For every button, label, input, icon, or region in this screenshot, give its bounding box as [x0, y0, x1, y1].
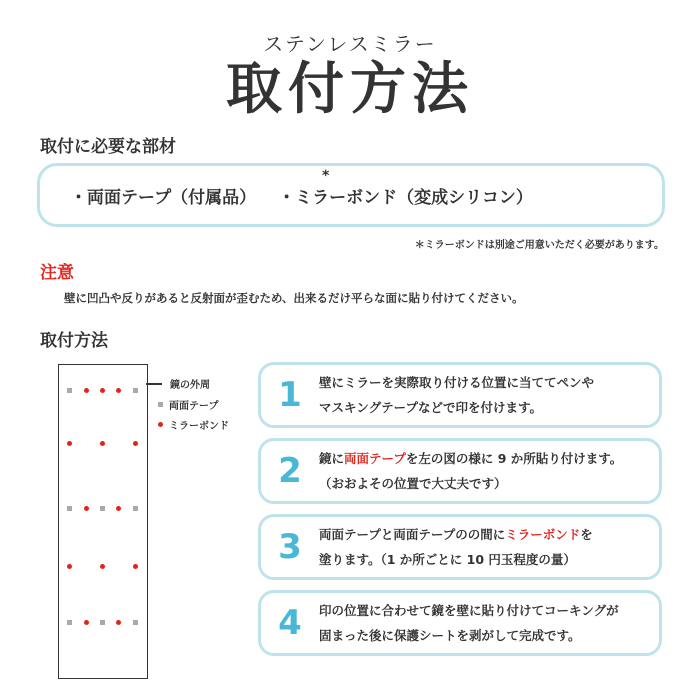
- bond-mark: [133, 564, 138, 569]
- product-subtitle: ステンレスミラー: [263, 32, 437, 56]
- tape-swatch-icon: [158, 402, 163, 407]
- legend-bond: [158, 417, 229, 432]
- materials-heading: 取付に必要な部材: [40, 137, 176, 157]
- tape-mark: [67, 506, 72, 511]
- bond-mark: [84, 506, 89, 511]
- step-number: 4: [278, 603, 302, 643]
- bond-swatch-icon: [158, 422, 163, 427]
- step-text: [319, 370, 594, 420]
- bond-mark: [67, 564, 72, 569]
- step-line: 壁にミラーを実際取り付ける位置に当ててペンや: [319, 375, 595, 390]
- step-3: [258, 514, 662, 580]
- materials-note: ＊ミラーボンドは別途ご用意いただく必要があります。: [414, 240, 664, 251]
- legend-frame: [170, 376, 210, 391]
- step-line: [319, 446, 622, 471]
- bond-mark: [133, 441, 138, 446]
- materials-box: [37, 163, 665, 227]
- tape-mark: [67, 620, 72, 625]
- legend-leader-line: [146, 383, 162, 385]
- step-1: [258, 362, 662, 428]
- step-line: [319, 522, 593, 547]
- step-number: 3: [278, 527, 302, 567]
- step-text: [319, 522, 593, 572]
- bond-mark: [100, 564, 105, 569]
- material-double-sided-tape: ・両面テープ（付属品）: [70, 187, 257, 208]
- tape-mark: [100, 506, 105, 511]
- step-line: （おおよその位置で大丈夫です）: [319, 476, 507, 491]
- step-fragment: を: [580, 527, 593, 542]
- bond-mark: [84, 388, 89, 393]
- legend-tape: [158, 397, 219, 412]
- step-2: [258, 438, 662, 504]
- caution-heading: 注意: [40, 263, 74, 283]
- material-mirror-bond: ・ミラーボンド（変成シリコン）: [278, 187, 533, 208]
- bond-mark: [67, 441, 72, 446]
- tape-mark: [133, 388, 138, 393]
- step-text: [319, 446, 622, 496]
- step-number: 1: [278, 375, 302, 415]
- mirror-diagram: [58, 364, 148, 679]
- page-title: 取付方法: [226, 57, 474, 122]
- step-text: [319, 598, 619, 648]
- legend-frame-label: 鏡の外周: [170, 380, 210, 391]
- step-line: マスキングテープなどで印を付けます。: [319, 400, 543, 415]
- caution-text: 壁に凹凸や反りがあると反射面が歪むため、出来るだけ平らな面に貼り付けてください。: [64, 291, 524, 305]
- step-fragment: を左の図の様に 9 か所貼り付けます。: [405, 451, 623, 466]
- step-line: 印の位置に合わせて鏡を壁に貼り付けてコーキングが: [319, 603, 619, 618]
- tape-mark: [133, 506, 138, 511]
- bond-mark: [116, 620, 121, 625]
- step-4: [258, 590, 662, 656]
- tape-mark: [100, 620, 105, 625]
- bond-mark: [100, 441, 105, 446]
- bond-mark: [84, 620, 89, 625]
- asterisk-mark: *: [322, 168, 330, 184]
- bond-mark: [100, 388, 105, 393]
- tape-mark: [67, 388, 72, 393]
- step-fragment: 鏡に: [319, 451, 345, 466]
- method-heading: 取付方法: [40, 331, 108, 351]
- step-line: 固まった後に保護シートを剥がして完成です。: [319, 628, 581, 643]
- highlight-bond: ミラーボンド: [505, 527, 581, 542]
- step-number: 2: [278, 451, 302, 491]
- step-line: 塗ります。（1 か所ごとに 10 円玉程度の量）: [319, 552, 576, 567]
- legend-bond-label: ミラーボンド: [169, 421, 229, 432]
- legend-tape-label: 両面テープ: [169, 401, 219, 412]
- tape-mark: [133, 620, 138, 625]
- highlight-tape: 両面テープ: [344, 451, 406, 466]
- step-fragment: 両面テープと両面テープのの間に: [319, 527, 506, 542]
- bond-mark: [116, 388, 121, 393]
- bond-mark: [116, 506, 121, 511]
